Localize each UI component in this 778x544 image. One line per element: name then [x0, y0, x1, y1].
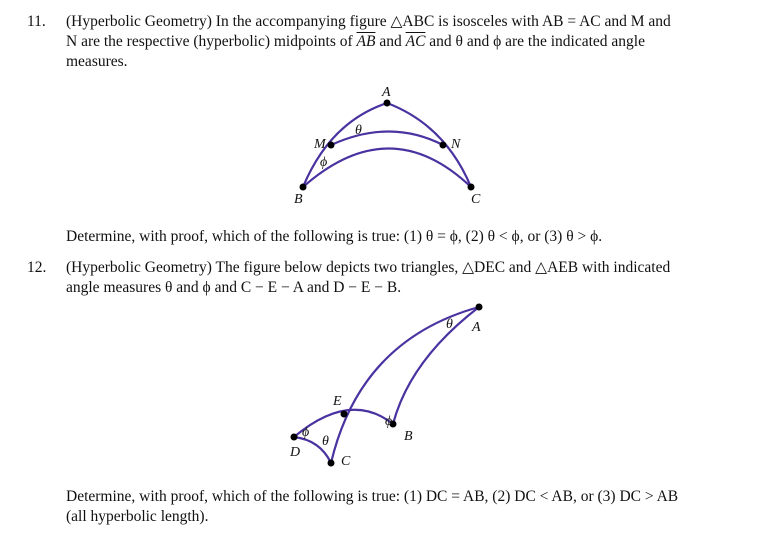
problem-12-line-1: (Hyperbolic Geometry) The figure below depicts two triangles, △DEC and △AEB with indicated — [66, 259, 671, 276]
text: N are the respective (hyperbolic) midpoints of — [66, 33, 357, 50]
segment-ac: $\overline{AC}$ — [405, 33, 426, 50]
label-b: B — [404, 429, 413, 444]
point-e — [341, 411, 348, 418]
arc-ab — [393, 307, 479, 424]
point-c — [328, 460, 335, 467]
label-e: E — [333, 394, 342, 409]
problem-12-line-2: angle measures θ and ϕ and C − E − A and D − E − B. — [66, 279, 402, 296]
label-theta-a: θ — [446, 317, 453, 332]
point-a — [476, 304, 483, 311]
segment-ab: $\overline{AB}$ — [356, 33, 376, 50]
problem-12-question-line-2: (all hyperbolic length). — [66, 508, 209, 525]
point-m — [328, 142, 335, 149]
point-b — [300, 184, 307, 191]
problem-11-line-1: (Hyperbolic Geometry) In the accompanying figure △ABC is isosceles with AB = AC and M and — [66, 13, 671, 30]
point-c — [468, 184, 475, 191]
label-phi-b: ϕ — [385, 414, 393, 429]
problem-12-number: 12. — [27, 259, 47, 276]
text: and — [375, 33, 406, 50]
problem-11-question: Determine, with proof, which of the following is true: (1) θ = ϕ, (2) θ < ϕ, or (3) θ > ϕ. — [66, 228, 603, 245]
arc-mn — [331, 132, 443, 146]
label-phi: ϕ — [320, 155, 328, 170]
label-a: A — [472, 320, 481, 335]
label-d: D — [290, 445, 301, 460]
point-d — [291, 434, 298, 441]
problem-11-line-3: measures. — [66, 53, 128, 70]
figure-11 — [294, 85, 481, 207]
label-theta-c: θ — [322, 434, 329, 449]
problem-12-question-line-1: Determine, with proof, which of the following is true: (1) DC = AB, (2) DC < AB, or (3) DC > AB — [66, 488, 679, 505]
figure-12 — [289, 304, 483, 470]
label-a: A — [382, 85, 391, 100]
label-m: M — [314, 137, 326, 152]
arc-bc — [303, 149, 471, 188]
text: and θ and ϕ are the indicated angle — [425, 33, 645, 50]
label-phi-d: ϕ — [302, 425, 310, 440]
label-c: C — [471, 192, 481, 207]
point-a — [384, 100, 391, 107]
label-c: C — [341, 454, 351, 469]
problem-11-number: 11. — [27, 13, 46, 30]
point-n — [440, 142, 447, 149]
label-theta: θ — [355, 123, 362, 138]
label-n: N — [451, 137, 461, 152]
label-b: B — [294, 192, 303, 207]
